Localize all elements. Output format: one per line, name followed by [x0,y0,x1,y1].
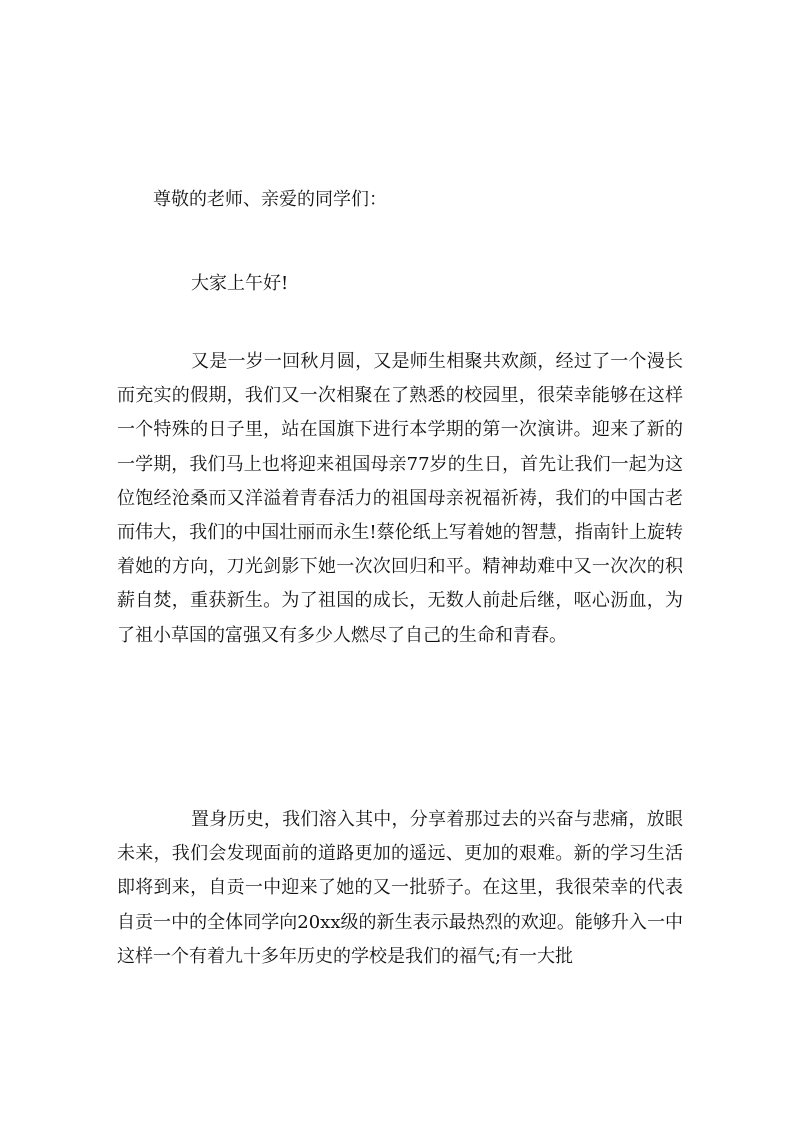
paragraph-2: 置身历史，我们溶入其中，分享着那过去的兴奋与悲痛，放眼未来，我们会发现面前的道路更加的遥远、更加的艰难。新的学习生活即将到来，自贡一中迎来了她的又一批骄子。在这里，我很荣幸的代表自贡一中的全体同学向20xx级的新生表示最热烈的欢迎。能够升入一中这样一个有着九十多年历史的学校是我们的福气;有一大批 [117,809,683,967]
hello-line: 大家上午好! [191,273,289,294]
greeting-line: 尊敬的老师、亲爱的同学们： [153,189,387,210]
paragraph-1: 又是一岁一回秋月圆，又是师生相聚共欢颜，经过了一个漫长而充实的假期，我们又一次相聚在了熟悉的校园里，很荣幸能够在这样一个特殊的日子里，站在国旗下进行本学期的第一次演讲。迎来了新的一学期，我们马上也将迎来祖国母亲77岁的生日，首先让我们一起为这位饱经沧桑而又洋溢着青春活力的祖国母亲祝福祈祷，我们的中国古老而伟大，我们的中国壮丽而永生!蔡伦纸上写着她的智慧，指南针上旋转着她的方向，刀光剑影下她一次次回归和平。精神劫难中又一次次的积薪自焚，重获新生。为了祖国的成长，无数人前赴后继，呕心沥血，为了祖小草国的富强又有多少人燃尽了自己的生命和青春。 [117,351,683,646]
